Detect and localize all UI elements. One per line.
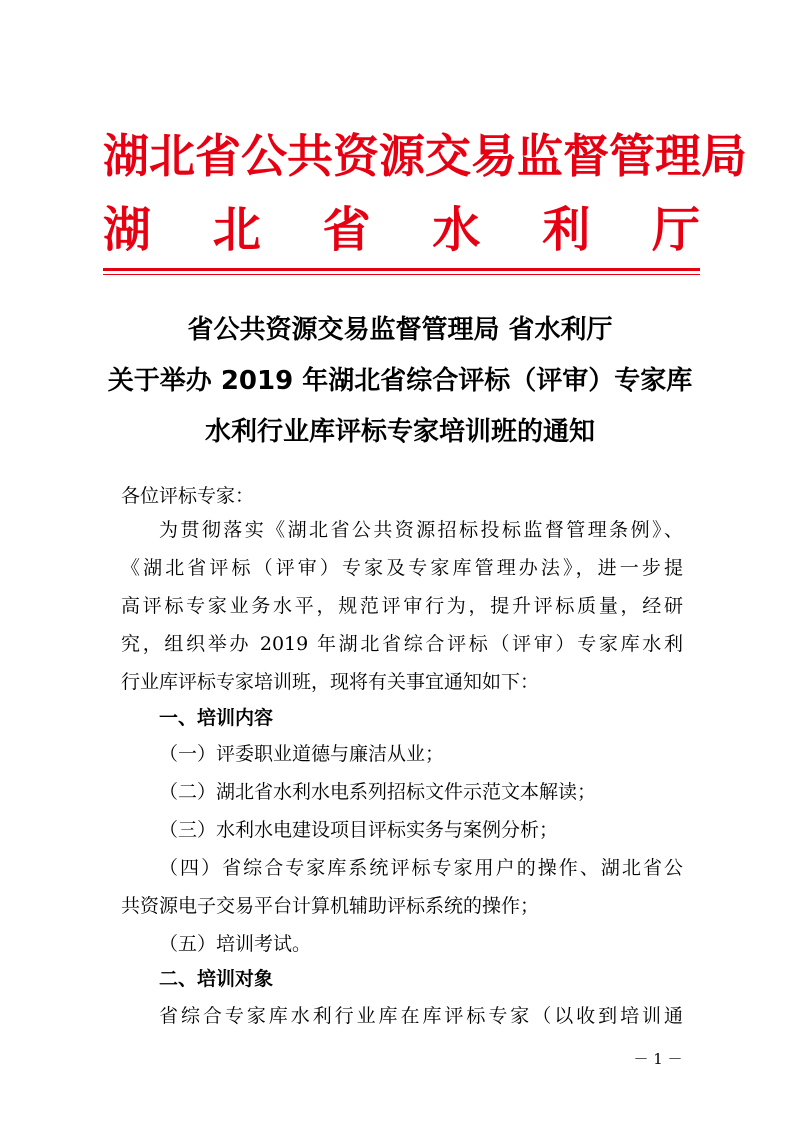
salutation: 各位评标专家： (121, 485, 255, 507)
header-divider-thin (103, 274, 700, 275)
section-heading-training-content: 一、培训内容 (159, 707, 274, 729)
issuer-line-2-char: 省 (322, 202, 371, 258)
issuer-line-2-char: 北 (212, 202, 261, 258)
issuer-line-2-char: 厅 (651, 202, 700, 258)
intro-line: 《湖北省评标（评审）专家及专家库管理办法》，进一步提 (121, 557, 683, 579)
intro-line: 为贯彻落实《湖北省公共资源招标投标监督管理条例》、 (159, 519, 683, 541)
training-content-item-continued: 共资源电子交易平台计算机辅助评标系统的操作； (121, 895, 540, 917)
document-title-line-1: 省公共资源交易监督管理局 省水利厅 (187, 315, 613, 345)
training-content-item: （三）水利水电建设项目评标实务与案例分析； (159, 819, 559, 841)
training-audience-line: 省综合专家库水利行业库在库评标专家（以收到培训通 (159, 1005, 683, 1027)
training-content-item: （一）评委职业道德与廉洁从业； (159, 743, 445, 765)
issuer-line-2-char: 利 (542, 202, 591, 258)
intro-line: 行业库评标专家培训班，现将有关事宜通知如下： (121, 671, 540, 693)
intro-line: 究，组织举办 2019 年湖北省综合评标（评审）专家库水利 (121, 633, 683, 655)
training-content-item: （五）培训考试。 (159, 933, 312, 955)
header-divider-thick (103, 268, 700, 271)
issuer-line-2-char: 湖 (103, 202, 152, 258)
issuer-line-1: 湖北省公共资源交易监督管理局 (103, 129, 747, 183)
training-content-item: （二）湖北省水利水电系列招标文件示范文本解读； (159, 781, 597, 803)
document-title-line-2: 关于举办 2019 年湖北省综合评标（评审）专家库 (107, 366, 693, 396)
training-content-item: （四）省综合专家库系统评标专家用户的操作、湖北省公 (159, 857, 683, 879)
issuer-line-2 (103, 201, 700, 259)
section-heading-training-audience: 二、培训对象 (159, 968, 274, 990)
intro-line: 高评标专家业务水平，规范评审行为，提升评标质量，经研 (121, 595, 683, 617)
document-title-line-3: 水利行业库评标专家培训班的通知 (204, 417, 595, 447)
page-number: － 1 － (633, 1050, 683, 1068)
issuer-line-2-char: 水 (432, 202, 481, 258)
